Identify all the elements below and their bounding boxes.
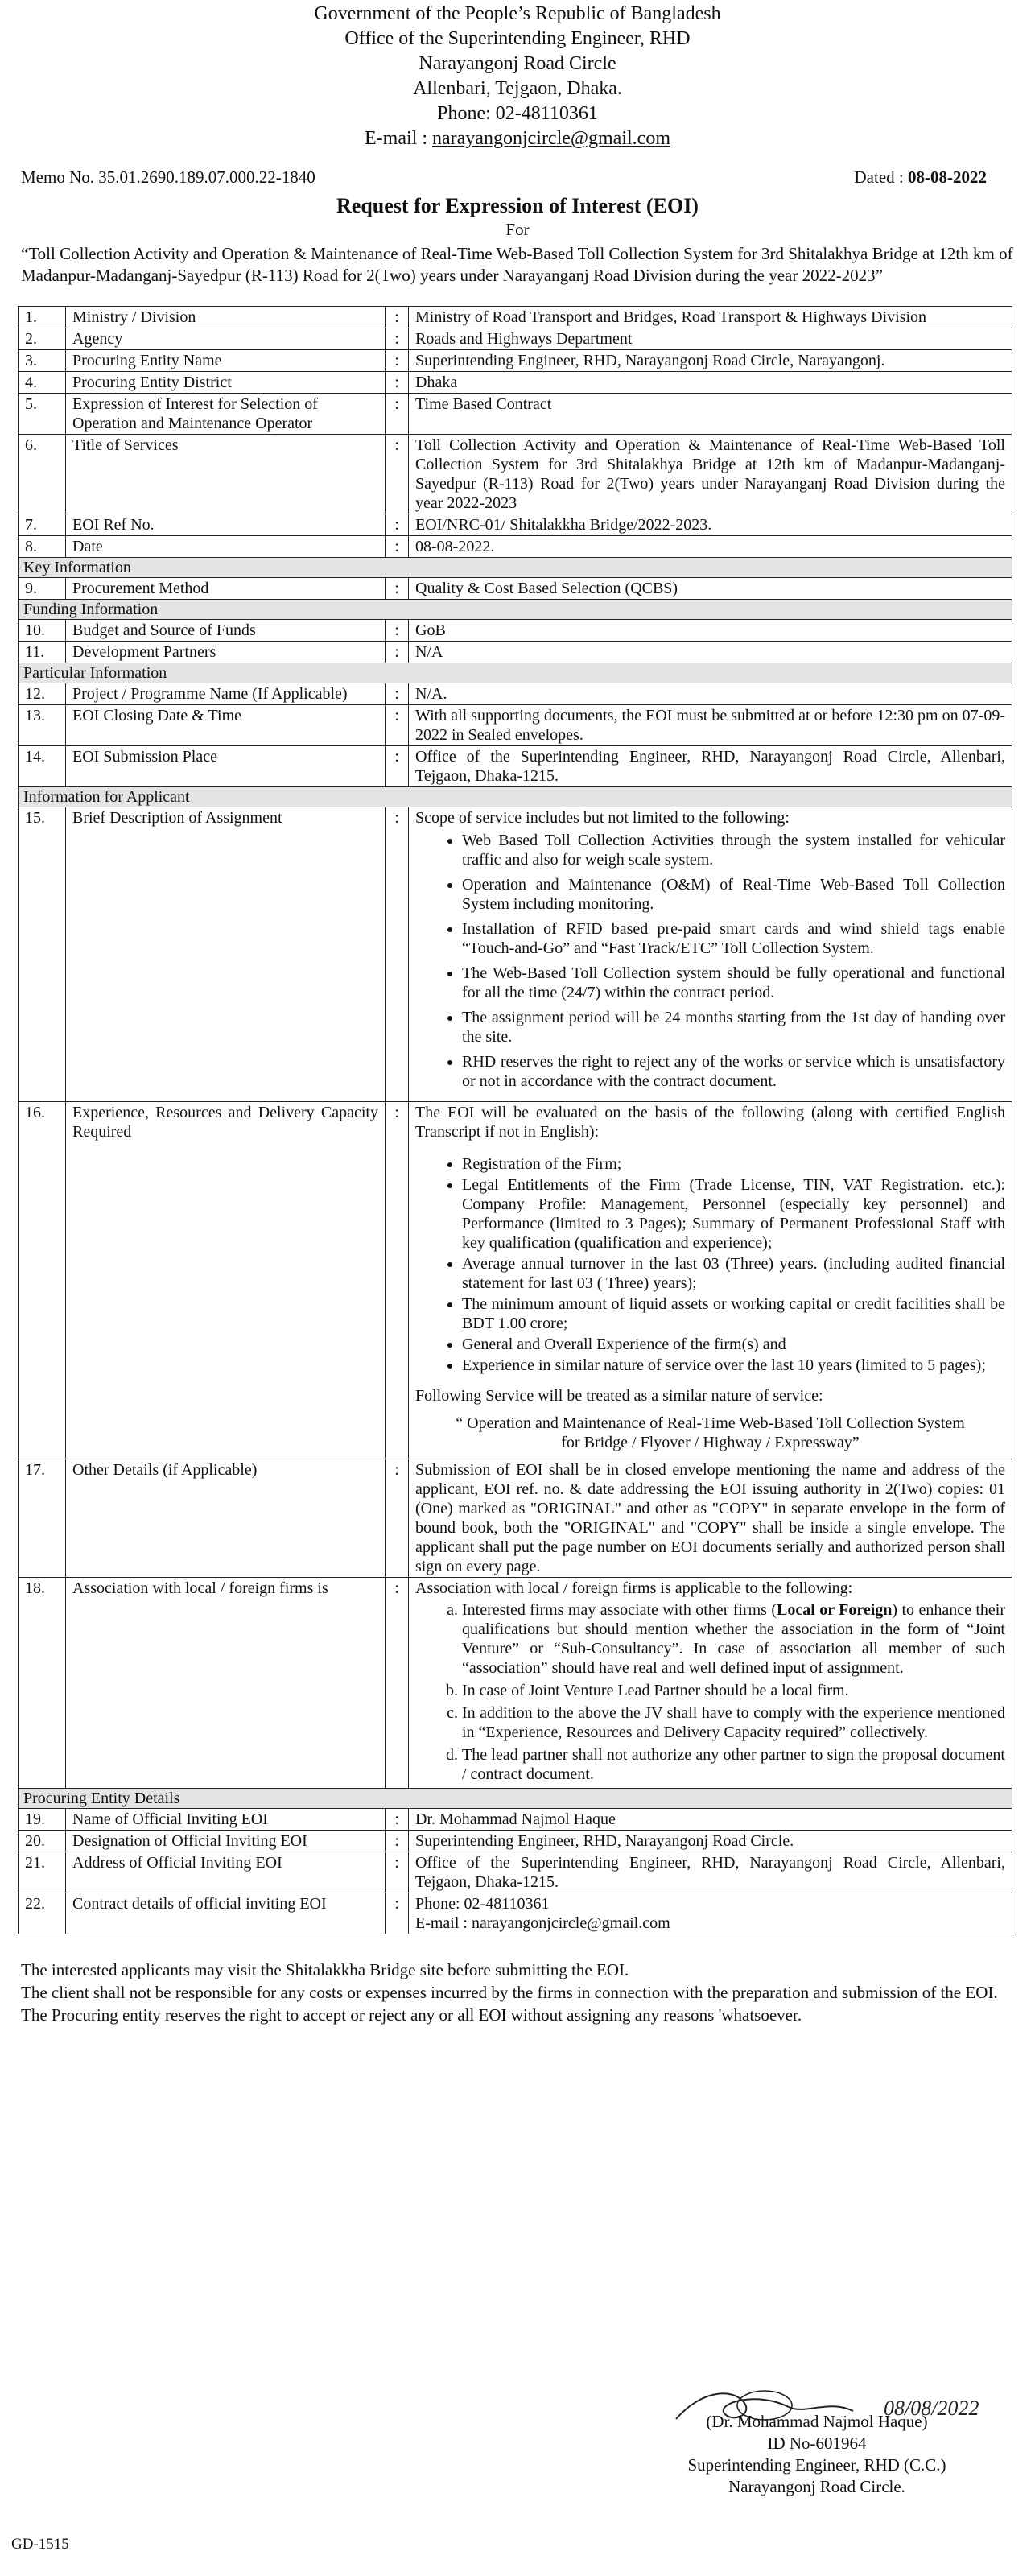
row-value: Superintending Engineer, RHD, Narayangonj Road Circle, Narayangonj. xyxy=(409,350,1012,372)
row-number: 3. xyxy=(19,350,66,372)
row-number: 21. xyxy=(19,1852,66,1893)
row-label: Address of Official Inviting EOI xyxy=(66,1852,386,1893)
footer-note: The Procuring entity reserves the right to accept or reject any or all EOI without assigning any reasons 'whatsoever. xyxy=(21,2005,802,2025)
row-number: 7. xyxy=(19,514,66,536)
table-row xyxy=(19,328,1012,350)
row-number: 20. xyxy=(19,1831,66,1852)
row-number: 5. xyxy=(19,394,66,435)
footer-note: The interested applicants may visit the Shitalakkha Bridge site before submitting the EOI. xyxy=(21,1960,629,1979)
requirements-list xyxy=(415,1154,1005,1375)
row-number: 17. xyxy=(19,1459,66,1578)
row-colon: : xyxy=(386,705,409,746)
row-colon: : xyxy=(386,1809,409,1831)
table-row xyxy=(19,642,1012,663)
section-header-applicant xyxy=(19,787,1012,807)
list-item: b. In case of Joint Venture Lead Partner should be a local firm. xyxy=(462,1681,1005,1700)
row-colon: : xyxy=(386,514,409,536)
form-code: GD-1515 xyxy=(11,2536,69,2553)
row-number: 22. xyxy=(19,1893,66,1934)
table-row xyxy=(19,683,1012,705)
row-value: Time Based Contract xyxy=(409,394,1012,435)
row-number: 4. xyxy=(19,372,66,394)
row-label: Experience, Resources and Delivery Capacity Required xyxy=(66,1102,386,1459)
circle-line: Narayangonj Road Circle xyxy=(419,53,616,74)
list-item: • Registration of the Firm; xyxy=(462,1154,1005,1174)
phone-line: Phone: 02-48110361 xyxy=(437,103,598,124)
row-number: 16. xyxy=(19,1102,66,1459)
row-label: Ministry / Division xyxy=(66,307,386,328)
row-number: 18. xyxy=(19,1578,66,1789)
row-number: 12. xyxy=(19,683,66,705)
row-value: Particular Information xyxy=(19,663,1012,683)
table-row xyxy=(19,514,1012,536)
row-number: 8. xyxy=(19,536,66,558)
signatory-name: (Dr. Mohammad Najmol Haque) xyxy=(706,2412,928,2431)
row-label: EOI Ref No. xyxy=(66,514,386,536)
row-label: Other Details (if Applicable) xyxy=(66,1459,386,1578)
row-colon: : xyxy=(386,394,409,435)
list-item: • The minimum amount of liquid assets or working capital or credit facilities shall be BDT 1.00 crore; xyxy=(462,1294,1005,1333)
list-item: c. In addition to the above the JV shall have to comply with the experience mentioned in “Experience, Resources and Delivery Capacity required” collectively. xyxy=(462,1703,1005,1742)
list-item: • Installation of RFID based pre-paid smart cards and wind shield tags enable “Touch-and-Go” and “Fast Track/ETC” Toll Collection System. xyxy=(462,919,1005,958)
signatory-office: Narayangonj Road Circle. xyxy=(728,2477,905,2496)
list-item: d. The lead partner shall not authorize any other partner to sign the proposal document / contract document. xyxy=(462,1745,1005,1784)
row-label: Expression of Interest for Selection of Operation and Maintenance Operator xyxy=(66,394,386,435)
row-value: Quality & Cost Based Selection (QCBS) xyxy=(409,578,1012,600)
list-item: • RHD reserves the right to reject any of the works or service which is unsatisfactory or not in accordance with the contract document. xyxy=(462,1052,1005,1091)
table-row xyxy=(19,1459,1012,1578)
row-number: 19. xyxy=(19,1809,66,1831)
row-value: Office of the Superintending Engineer, RHD, Narayangonj Road Circle, Allenbari, Tejgaon, Dhaka-1215. xyxy=(409,1852,1012,1893)
row-value: Key Information xyxy=(19,558,1012,578)
office-line: Office of the Superintending Engineer, RHD xyxy=(344,28,691,49)
section-header-procuring xyxy=(19,1789,1012,1809)
row-value: Submission of EOI shall be in closed envelope mentioning the name and address of the applicant, EOI ref. no. & date addressing the EOI issuing authority in 2(Two) copies: 01 (One) marked as "ORIGINAL" and other as "COPY" in separate envelope in the form of bound book, both the "ORIGINAL" and "COPY" shall be inside a single envelope. The applicant shall put the page number on EOI documents serially and authorized person shall sign on every page. xyxy=(409,1459,1012,1578)
footer-note: The client shall not be responsible for any costs or expenses incurred by the firms in connection with the preparation and submission of the EOI. xyxy=(21,1983,998,2002)
row-label: Association with local / foreign firms is xyxy=(66,1578,386,1789)
table-row xyxy=(19,536,1012,558)
address-line: Allenbari, Tejgaon, Dhaka. xyxy=(413,78,622,99)
row-label: Budget and Source of Funds xyxy=(66,620,386,642)
row-label: EOI Submission Place xyxy=(66,746,386,787)
section-header-funding xyxy=(19,600,1012,620)
row-colon: : xyxy=(386,746,409,787)
row-number: 6. xyxy=(19,435,66,514)
email-line: E-mail : narayangonjcircle@gmail.com xyxy=(365,128,670,149)
row-label: Development Partners xyxy=(66,642,386,663)
row-label: Contract details of official inviting EOI xyxy=(66,1893,386,1934)
row-colon: : xyxy=(386,807,409,1102)
row-colon: : xyxy=(386,1578,409,1789)
table-row xyxy=(19,1831,1012,1852)
row-colon: : xyxy=(386,1102,409,1459)
list-item: • The assignment period will be 24 months starting from the 1st day of handing over the site. xyxy=(462,1008,1005,1046)
row-colon: : xyxy=(386,578,409,600)
row-colon: : xyxy=(386,1831,409,1852)
table-row xyxy=(19,705,1012,746)
row-number: 10. xyxy=(19,620,66,642)
row-value: Phone: 02-48110361 E-mail : narayangonjcircle@gmail.com xyxy=(409,1893,1012,1934)
row-colon: : xyxy=(386,350,409,372)
row-number: 14. xyxy=(19,746,66,787)
row-value: GoB xyxy=(409,620,1012,642)
list-item: • The Web-Based Toll Collection system should be fully operational and functional for all the time (24/7) within the contract period. xyxy=(462,964,1005,1002)
row-value: Ministry of Road Transport and Bridges, Road Transport & Highways Division xyxy=(409,307,1012,328)
row-label: Agency xyxy=(66,328,386,350)
row-value: Funding Information xyxy=(19,600,1012,620)
row-value: Office of the Superintending Engineer, RHD, Narayangonj Road Circle, Allenbari, Tejgaon, Dhaka-1215. xyxy=(409,746,1012,787)
row-number: 11. xyxy=(19,642,66,663)
table-row xyxy=(19,1102,1012,1459)
table-row xyxy=(19,372,1012,394)
signature-date: 08/08/2022 xyxy=(884,2396,979,2420)
list-item: • Experience in similar nature of service over the last 10 years (limited to 5 pages); xyxy=(462,1356,1005,1375)
section-header-particular xyxy=(19,663,1012,683)
eoi-table xyxy=(18,306,1012,1934)
section-header-key xyxy=(19,558,1012,578)
association-list xyxy=(415,1600,1005,1784)
row-value: Toll Collection Activity and Operation & Maintenance of Real-Time Web-Based Toll Collection System for 3rd Shitalakhya Bridge at 12th km of Madanpur-Madanganj-Sayedpur (R-113) Road for 2(Two) years under Narayanganj Road Division during the year 2022-2023 xyxy=(409,435,1012,514)
footer-notes xyxy=(21,1959,1012,2026)
list-item: a. Interested firms may associate with other firms (Local or Foreign) to enhance their qualifications but should mention whether the association in the form of “Joint Venture” or “Sub-Consultancy”. In case of association all member of such “association” should have real and well defined input of assignment. xyxy=(462,1600,1005,1678)
row-number: 1. xyxy=(19,307,66,328)
row-number: 9. xyxy=(19,578,66,600)
row-colon: : xyxy=(386,642,409,663)
table-row xyxy=(19,394,1012,435)
memo-number: Memo No. 35.01.2690.189.07.000.22-1840 xyxy=(21,167,315,187)
row-value: The EOI will be evaluated on the basis of the following (along with certified English Transcript if not in English): • Registration of the Firm; • Legal Entitlements of the Firm (Trade License, TIN, VAT Registration. etc.): Company Profile: Management, Personnel (especially key personnel) and Performance (limited to 3 Pages); Summary of Permanent Professional Staff with key qualification (qualification and experience); • Average annual turnover in the last 03 (Three) years. (including audited financial statement for last 03 ( Three) years); • The minimum amount of liquid assets or working capital or credit facilities shall be BDT 1.00 crore; • General and Overall Experience of the firm(s) and • Experience in similar nature of service over the last 10 years (limited to 5 pages); Following Service will be treated as a similar nature of service: “ Operation and Maintenance of Real-Time Web-Based Toll Collection System for Bridge / Flyover / Highway / Expressway” xyxy=(409,1102,1012,1459)
page-title: Request for Expression of Interest (EOI) xyxy=(336,194,699,217)
letterhead xyxy=(11,0,1024,151)
row-value: With all supporting documents, the EOI must be submitted at or before 12:30 pm on 07-09-2022 in Sealed envelopes. xyxy=(409,705,1012,746)
row-value: Association with local / foreign firms is applicable to the following: a. Interested firms may associate with other firms (Local or Foreign) to enhance their qualifications but should mention whether the association in the form of “Joint Venture” or “Sub-Consultancy”. In case of association all member of such “association” should have real and well defined input of assignment. b. In case of Joint Venture Lead Partner should be a local firm. c. In addition to the above the JV shall have to comply with the experience mentioned in “Experience, Resources and Delivery Capacity required” collectively. d. The lead partner shall not authorize any other partner to sign the proposal document / contract document. xyxy=(409,1578,1012,1789)
row-value: N/A xyxy=(409,642,1012,663)
row-colon: : xyxy=(386,1459,409,1578)
row-number: 13. xyxy=(19,705,66,746)
list-item: • Web Based Toll Collection Activities through the system installed for vehicular traffic and also for weigh scale system. xyxy=(462,831,1005,869)
table-row xyxy=(19,620,1012,642)
table-row xyxy=(19,350,1012,372)
table-row xyxy=(19,746,1012,787)
row-label: Procuring Entity Name xyxy=(66,350,386,372)
row-value: Superintending Engineer, RHD, Narayangonj Road Circle. xyxy=(409,1831,1012,1852)
row-value: N/A. xyxy=(409,683,1012,705)
table-row xyxy=(19,1809,1012,1831)
table-row xyxy=(19,435,1012,514)
scope-list xyxy=(415,831,1005,1091)
subject-text: “Toll Collection Activity and Operation & Maintenance of Real-Time Web-Based Toll Collection System for 3rd Shitalakhya Bridge at 12th km of Madanpur-Madanganj-Sayedpur (R-113) Road for 2(Two) years under Narayanganj Road Division during the year 2022-2023” xyxy=(21,244,1013,285)
table-row xyxy=(19,1578,1012,1789)
list-item: • Legal Entitlements of the Firm (Trade License, TIN, VAT Registration. etc.): Company Profile: Management, Personnel (especially key personnel) and Performance (limited to 3 Pages); Summary of Permanent Professional Staff with key qualification (qualification and experience); xyxy=(462,1175,1005,1253)
table-row xyxy=(19,1852,1012,1893)
row-colon: : xyxy=(386,307,409,328)
row-value: Roads and Highways Department xyxy=(409,328,1012,350)
list-item: • General and Overall Experience of the firm(s) and xyxy=(462,1335,1005,1354)
row-label: Project / Programme Name (If Applicable) xyxy=(66,683,386,705)
row-colon: : xyxy=(386,1893,409,1934)
row-colon: : xyxy=(386,328,409,350)
row-value: Procuring Entity Details xyxy=(19,1789,1012,1809)
signatory-designation: Superintending Engineer, RHD (C.C.) xyxy=(687,2455,946,2475)
memo-line xyxy=(21,167,987,188)
row-value: 08-08-2022. xyxy=(409,536,1012,558)
government-line: Government of the People’s Republic of Bangladesh xyxy=(314,3,721,24)
table-row xyxy=(19,578,1012,600)
row-value: Scope of service includes but not limited to the following: • Web Based Toll Collection Activities through the system installed for vehicular traffic and also for weigh scale system. • Operation and Maintenance (O&M) of Real-Time Web-Based Toll Collection System including monitoring. • Installation of RFID based pre-paid smart cards and wind shield tags enable “Touch-and-Go” and “Fast Track/ETC” Toll Collection System. • The Web-Based Toll Collection system should be fully operational and functional for all the time (24/7) within the contract period. • The assignment period will be 24 months starting from the 1st day of handing over the site. • RHD reserves the right to reject any of the works or service which is unsatisfactory or not in accordance with the contract document. xyxy=(409,807,1012,1102)
row-label: Title of Services xyxy=(66,435,386,514)
table-row xyxy=(19,1893,1012,1934)
row-label: Procurement Method xyxy=(66,578,386,600)
signature-block xyxy=(644,2411,990,2498)
row-colon: : xyxy=(386,435,409,514)
row-colon: : xyxy=(386,620,409,642)
eoi-document xyxy=(11,0,1024,2570)
table-row xyxy=(19,807,1012,1102)
signatory-id: ID No-601964 xyxy=(767,2434,867,2453)
row-colon: : xyxy=(386,536,409,558)
row-label: EOI Closing Date & Time xyxy=(66,705,386,746)
row-number: 15. xyxy=(19,807,66,1102)
row-label: Designation of Official Inviting EOI xyxy=(66,1831,386,1852)
row-colon: : xyxy=(386,1852,409,1893)
row-label: Date xyxy=(66,536,386,558)
row-value: EOI/NRC-01/ Shitalakkha Bridge/2022-2023. xyxy=(409,514,1012,536)
row-label: Procuring Entity District xyxy=(66,372,386,394)
row-colon: : xyxy=(386,372,409,394)
for-label: For xyxy=(505,220,530,239)
email-link[interactable]: narayangonjcircle@gmail.com xyxy=(432,128,670,149)
row-label: Name of Official Inviting EOI xyxy=(66,1809,386,1831)
list-item: • Operation and Maintenance (O&M) of Real-Time Web-Based Toll Collection System including monitoring. xyxy=(462,875,1005,914)
row-number: 2. xyxy=(19,328,66,350)
row-label: Brief Description of Assignment xyxy=(66,807,386,1102)
list-item: • Average annual turnover in the last 03 (Three) years. (including audited financial statement for last 03 ( Three) years); xyxy=(462,1254,1005,1293)
row-colon: : xyxy=(386,683,409,705)
table-row xyxy=(19,307,1012,328)
row-value: Dhaka xyxy=(409,372,1012,394)
memo-date: Dated : 08-08-2022 xyxy=(854,167,987,187)
row-value: Information for Applicant xyxy=(19,787,1012,807)
row-value: Dr. Mohammad Najmol Haque xyxy=(409,1809,1012,1831)
